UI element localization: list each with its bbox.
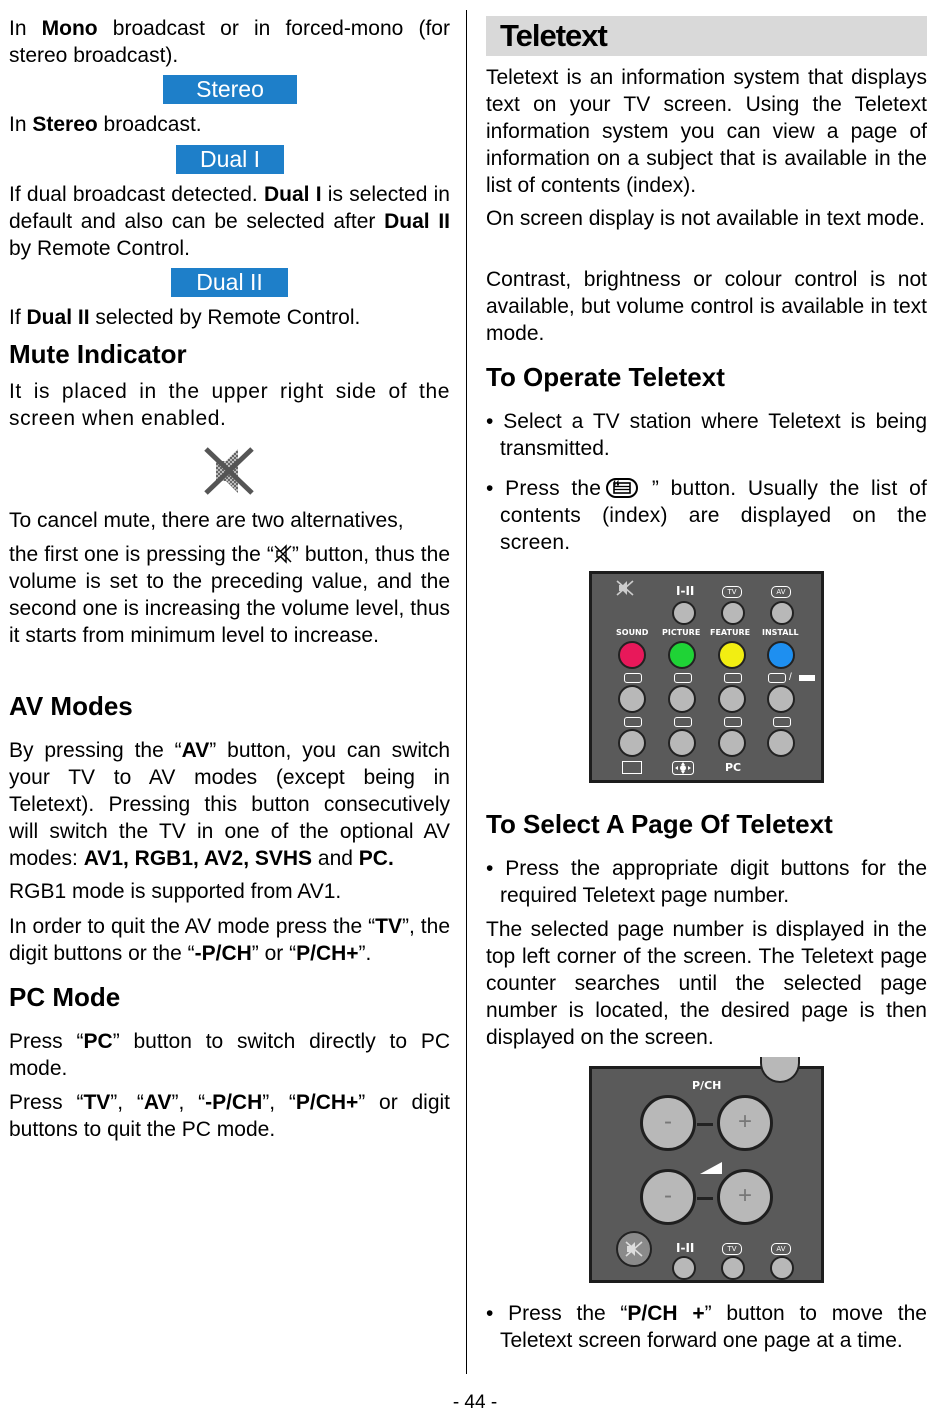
sound-label: SOUND xyxy=(616,628,649,637)
teletext-grey-button-6 xyxy=(668,729,696,757)
dual-paragraph: If dual broadcast detected. Dual I is selected in default and also can be selected after Dual II by Remote Control. xyxy=(9,183,450,260)
dual2-paragraph: If Dual II selected by Remote Control. xyxy=(9,306,361,329)
pc-paragraph-2: Press “TV”, “AV”, “-P/CH”, “P/CH+” or digit buttons to quit the PC mode. xyxy=(9,1091,451,1141)
plus-symbol-2: + xyxy=(737,1182,752,1209)
cancel-icon xyxy=(768,673,786,683)
picture-label: PICTURE xyxy=(662,628,701,637)
av-label-2: AV xyxy=(771,1243,791,1255)
teletext-button-icon xyxy=(620,478,652,498)
channel-plus-button xyxy=(717,1095,773,1151)
teletext-grey-button-7 xyxy=(718,729,746,757)
pc-paragraph-1: Press “PC” button to switch directly to PC mode. xyxy=(9,1030,451,1080)
tv-label-2: TV xyxy=(722,1243,742,1255)
hold-icon xyxy=(674,717,692,727)
teletext-grey-button-5 xyxy=(618,729,646,757)
pc-mode-heading: PC Mode xyxy=(9,982,121,1012)
stereo-badge: Stereo xyxy=(163,75,297,104)
teletext-paragraph-3: Contrast, brightness or colour control is not available, but volume control is available in text mode. xyxy=(486,268,927,345)
dual-sound-label-2: I-II xyxy=(676,1241,695,1255)
teletext-grey-button-1 xyxy=(618,685,646,713)
teletext-grey-button-3 xyxy=(718,685,746,713)
navigation-icon xyxy=(672,761,694,780)
screen-icon xyxy=(622,761,642,774)
teletext-grey-button-8 xyxy=(767,729,795,757)
mute-paragraph-2: To cancel mute, there are two alternatives, xyxy=(9,509,404,532)
dual-sound-button xyxy=(672,601,696,625)
dual1-badge: Dual I xyxy=(176,145,284,174)
teletext-small-icon xyxy=(624,673,642,683)
remote-channel-panel-image xyxy=(589,1066,824,1283)
mute-button xyxy=(616,1231,652,1267)
volume-plus-button xyxy=(717,1169,773,1225)
red-button xyxy=(618,641,646,669)
stereo-paragraph: In Stereo broadcast. xyxy=(9,113,202,136)
av-paragraph-2: RGB1 mode is supported from AV1. xyxy=(9,880,342,903)
operate-bullet-2: • Press the “ ” button. Usually the list of contents (index) are displayed on the screen. xyxy=(486,477,927,554)
mute-button-icon xyxy=(274,544,292,564)
volume-icon xyxy=(700,1161,722,1179)
channel-separator xyxy=(697,1123,713,1126)
plus-symbol: + xyxy=(737,1108,752,1135)
av-label: AV xyxy=(771,586,791,598)
tv-button xyxy=(721,601,745,625)
mix-icon xyxy=(674,673,692,683)
feature-label: FEATURE xyxy=(710,628,751,637)
pch-label: P/CH xyxy=(692,1079,722,1092)
mono-paragraph: In Mono broadcast or in forced-mono (for stereo broadcast). xyxy=(9,17,450,67)
av-modes-heading: AV Modes xyxy=(9,691,133,721)
blue-button xyxy=(767,641,795,669)
mute-icon xyxy=(616,579,634,602)
select-page-heading: To Select A Page Of Teletext xyxy=(486,809,833,839)
dual-sound-button-2 xyxy=(672,1256,696,1280)
dual2-badge: Dual II xyxy=(171,268,288,297)
slash-separator: / xyxy=(789,672,792,683)
remote-teletext-panel-image xyxy=(589,571,824,783)
av-button xyxy=(770,601,794,625)
mute-heading: Mute Indicator xyxy=(9,339,187,369)
index-icon xyxy=(773,717,791,727)
select-bullet-1: • Press the appropriate digit buttons for the required Teletext page number. xyxy=(486,857,927,907)
channel-minus-button xyxy=(640,1095,696,1151)
tv-label: TV xyxy=(722,586,742,598)
dual-sound-label: I-II xyxy=(676,584,695,598)
av-paragraph-1: By pressing the “AV” button, you can switch your TV to AV modes (except being in Teletext). Pressing this button consecutively will switch the TV in one of the optional AV modes: AV1, RGB1, AV2, SVHS and PC. xyxy=(9,739,450,870)
select-bullet-2: • Press the “P/CH +” button to move the Teletext screen forward one page at a time. xyxy=(486,1302,927,1352)
teletext-title: Teletext xyxy=(486,16,927,56)
teletext-grey-button-4 xyxy=(767,685,795,713)
pc-label: PC xyxy=(725,761,742,774)
teletext-paragraph-1: Teletext is an information system that displays text on your TV screen. Using the Teletext information system you can view a page of information on a subject that is available in the list of contents (index). xyxy=(486,66,927,197)
tv-button-2 xyxy=(721,1256,745,1280)
minus-symbol-2: - xyxy=(664,1182,672,1209)
operate-teletext-heading: To Operate Teletext xyxy=(486,362,725,392)
teletext-grey-button-2 xyxy=(668,685,696,713)
bar-icon xyxy=(799,675,815,681)
install-label: INSTALL xyxy=(762,628,799,637)
size-icon xyxy=(624,717,642,727)
update-icon xyxy=(724,673,742,683)
mute-paragraph-1: It is placed in the upper right side of the screen when enabled. xyxy=(9,380,450,430)
reveal-icon xyxy=(724,717,742,727)
av-button-2 xyxy=(770,1256,794,1280)
partial-top-button xyxy=(760,1057,800,1083)
volume-separator xyxy=(697,1197,713,1200)
page-number: - 44 - xyxy=(452,1392,498,1413)
operate-bullet-1: • Select a TV station where Teletext is being transmitted. xyxy=(486,410,927,460)
yellow-button xyxy=(718,641,746,669)
mute-paragraph-3: the first one is pressing the “ ” button, thus the volume is set to the preceding value, and the second one is increasing the volume level, thus it starts from minimum level to increase. xyxy=(9,543,450,647)
select-paragraph: The selected page number is displayed in the top left corner of the screen. The Teletext page counter searches until the selected page number is located, the desired page is then displayed on the screen. xyxy=(486,918,927,1049)
minus-symbol: - xyxy=(664,1108,672,1135)
av-paragraph-3: In order to quit the AV mode press the “TV”, the digit buttons or the “-P/CH” or “P/CH+”. xyxy=(9,915,451,965)
teletext-paragraph-2: On screen display is not available in text mode. xyxy=(486,207,925,230)
green-button xyxy=(668,641,696,669)
mute-indicator-icon xyxy=(202,445,256,497)
volume-minus-button xyxy=(640,1169,696,1225)
column-divider xyxy=(466,10,467,1374)
